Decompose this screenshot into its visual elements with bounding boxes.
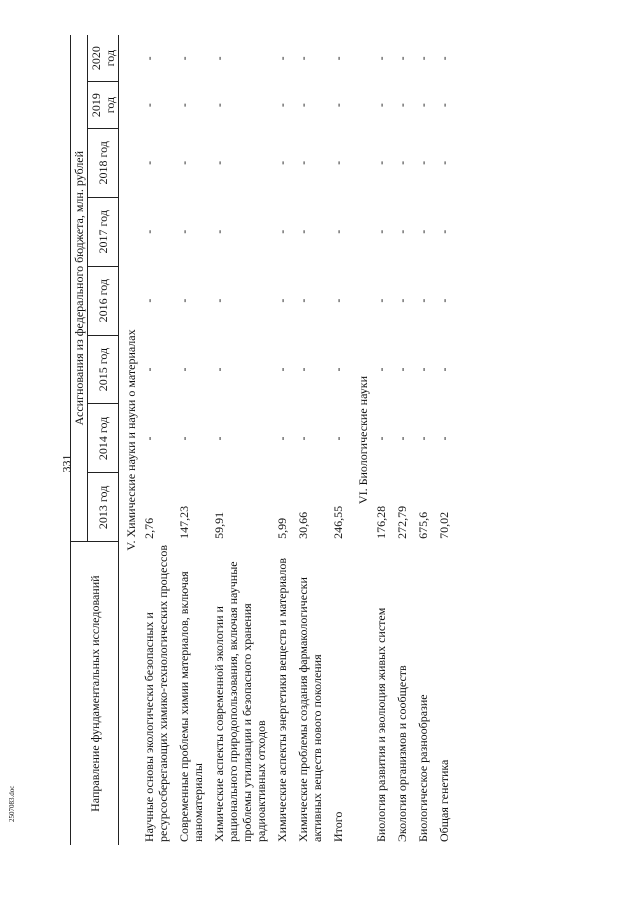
funding-dash: - [177, 103, 191, 108]
funding-dash: - [212, 367, 226, 372]
funding-dash: - [212, 103, 226, 108]
direction-name: Биология развития и эволюция живых систем [374, 607, 388, 842]
page-number: 331 [59, 454, 74, 473]
funding-value: 2,76 [142, 517, 156, 539]
funding-dash: - [296, 367, 310, 372]
funding-dash: - [296, 229, 310, 234]
funding-dash: - [374, 229, 388, 234]
funding-dash: - [142, 56, 156, 61]
funding-dash: - [437, 229, 451, 234]
funding-dash: - [142, 367, 156, 372]
funding-dash: - [275, 103, 289, 108]
funding-dash: - [142, 103, 156, 108]
funding-dash: - [331, 56, 345, 61]
funding-dash: - [177, 298, 191, 303]
funding-table [70, 35, 457, 845]
funding-dash: - [212, 160, 226, 165]
funding-value: 30,66 [296, 511, 310, 539]
year-header: 2019 год [88, 82, 119, 129]
funding-value: 272,79 [395, 505, 409, 539]
direction-name: Биологическое разнообразие [416, 694, 430, 842]
funding-value: 5,99 [275, 517, 289, 539]
funding-dash: - [331, 103, 345, 108]
section-title: V. Химические науки и науки о материалах [124, 329, 138, 551]
funding-dash: - [437, 367, 451, 372]
funding-value: 147,23 [177, 505, 191, 539]
section-row [351, 35, 373, 845]
funding-dash: - [177, 160, 191, 165]
funding-dash: - [296, 56, 310, 61]
funding-dash: - [296, 298, 310, 303]
table-row [394, 35, 415, 845]
funding-header: Ассигнования из федерального бюджета, млн. рублей [71, 35, 88, 542]
funding-dash: - [437, 298, 451, 303]
funding-dash: - [275, 367, 289, 372]
funding-dash: - [416, 229, 430, 234]
funding-dash: - [275, 298, 289, 303]
funding-dash: - [416, 103, 430, 108]
funding-dash: - [437, 56, 451, 61]
funding-dash: - [275, 229, 289, 234]
funding-dash: - [212, 229, 226, 234]
funding-dash: - [296, 103, 310, 108]
funding-value: 246,55 [331, 505, 345, 539]
year-header: 2017 год [88, 197, 119, 266]
funding-dash: - [374, 436, 388, 441]
footer-filename: 2507083.doc [8, 785, 16, 822]
funding-dash: - [374, 298, 388, 303]
funding-dash: - [296, 436, 310, 441]
funding-value: 176,28 [374, 505, 388, 539]
direction-name: Современные проблемы химии материалов, включая наноматериалы [177, 571, 205, 842]
year-header: 2018 год [88, 128, 119, 197]
funding-dash: - [275, 436, 289, 441]
table-row [141, 35, 176, 845]
table-row [373, 35, 394, 845]
funding-dash: - [331, 160, 345, 165]
funding-dash: - [177, 367, 191, 372]
funding-dash: - [395, 298, 409, 303]
funding-dash: - [331, 298, 345, 303]
funding-dash: - [416, 367, 430, 372]
funding-dash: - [212, 56, 226, 61]
table-body [119, 35, 458, 845]
funding-value: 675,6 [416, 511, 430, 539]
funding-dash: - [416, 56, 430, 61]
year-header: 2015 год [88, 335, 119, 404]
table-row [211, 35, 274, 845]
year-header: 2013 год [88, 473, 119, 542]
funding-dash: - [177, 56, 191, 61]
funding-dash: - [331, 229, 345, 234]
year-header: 2020 год [88, 35, 119, 82]
funding-dash: - [416, 160, 430, 165]
funding-dash: - [374, 367, 388, 372]
year-header: 2014 год [88, 404, 119, 473]
direction-name: Экология организмов и сообществ [395, 665, 409, 842]
funding-dash: - [142, 436, 156, 441]
direction-name: Химические проблемы создания фармакологически активных веществ нового поколения [296, 577, 324, 842]
funding-dash: - [331, 436, 345, 441]
funding-dash: - [395, 436, 409, 441]
table-row [436, 35, 457, 845]
funding-dash: - [275, 160, 289, 165]
table-row [176, 35, 211, 845]
table-row [330, 35, 351, 845]
funding-dash: - [437, 103, 451, 108]
funding-dash: - [374, 103, 388, 108]
funding-dash: - [395, 160, 409, 165]
year-header: 2016 год [88, 266, 119, 335]
funding-dash: - [142, 298, 156, 303]
direction-name: Химические аспекты современной экологии и рационального природопользования, включая научные проблемы утилизации и безопасного хранения радиоактивных отходов [212, 561, 268, 842]
funding-dash: - [374, 56, 388, 61]
direction-name: Химические аспекты энергетики веществ и материалов [275, 557, 289, 842]
rotated-page-content [70, 35, 590, 845]
funding-dash: - [395, 367, 409, 372]
table-row [415, 35, 436, 845]
direction-name: Итого [331, 811, 345, 842]
funding-dash: - [395, 229, 409, 234]
funding-dash: - [177, 436, 191, 441]
funding-dash: - [142, 229, 156, 234]
table-row [274, 35, 295, 845]
funding-dash: - [212, 298, 226, 303]
direction-header: Направление фундаментальных исследований [71, 542, 119, 845]
funding-dash: - [416, 436, 430, 441]
funding-dash: - [212, 436, 226, 441]
funding-dash: - [416, 298, 430, 303]
direction-name: Научные основы экологически безопасных и ресурсосберегающих химико-технологических процессов [142, 544, 170, 842]
funding-dash: - [296, 160, 310, 165]
funding-dash: - [395, 103, 409, 108]
funding-value: 59,91 [212, 511, 226, 539]
section-row [119, 35, 142, 845]
direction-name: Общая генетика [437, 759, 451, 842]
table-row [295, 35, 330, 845]
funding-dash: - [142, 160, 156, 165]
funding-dash: - [437, 436, 451, 441]
funding-dash: - [374, 160, 388, 165]
funding-dash: - [437, 160, 451, 165]
funding-dash: - [395, 56, 409, 61]
funding-dash: - [177, 229, 191, 234]
funding-value: 70,02 [437, 511, 451, 539]
section-title: VI. Биологические науки [356, 375, 370, 505]
funding-dash: - [275, 56, 289, 61]
funding-dash: - [331, 367, 345, 372]
